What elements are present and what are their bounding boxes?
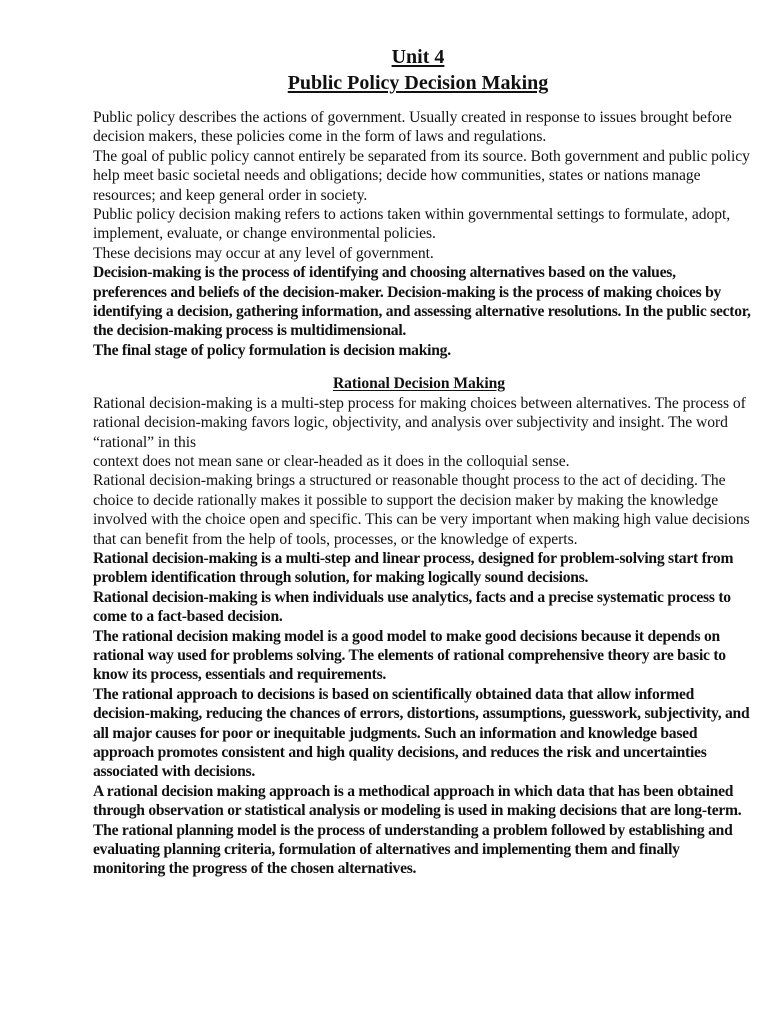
section-paragraph: A rational decision making approach is a methodical approach in which data that has been obtained through observation or statistical analysis or modeling is used in making decisions that are long-term.: [93, 782, 742, 820]
intro-paragraph: Decision-making is the process of identifying and choosing alternatives based on the values, preferences and beliefs of the decision-maker. Decision-making is the process of making choices by identifying a decision, gathering information, and assessing alternative resolutions. In the public sector, the decision-making process is multidimensional.: [93, 264, 751, 340]
document-header: [0, 44, 768, 96]
section-paragraph: Rational decision-making is a multi-step and linear process, designed for problem-solving start from problem identification through solution, for making logically sound decisions.: [93, 549, 734, 587]
section-paragraph: The rational planning model is the process of understanding a problem followed by establishing and evaluating planning criteria, formulation of alternatives and implementing them and finally monitoring the progress of the chosen alternatives.: [93, 821, 733, 878]
intro-paragraph: The goal of public policy cannot entirely be separated from its source. Both government and public policy help meet basic societal needs and obligations; decide how communities, states or nations manage resources; and keep general order in society.: [93, 147, 750, 204]
section-heading: Rational Decision Making: [332, 375, 506, 393]
section-paragraph: context does not mean sane or clear-headed as it does in the colloquial sense.: [93, 452, 570, 470]
unit-label: Unit 4: [391, 46, 445, 68]
intro-paragraph: These decisions may occur at any level of government.: [93, 244, 434, 262]
intro-paragraph: The final stage of policy formulation is decision making.: [93, 341, 451, 359]
document-title: Public Policy Decision Making: [287, 72, 549, 94]
section-paragraph: Rational decision-making is a multi-step process for making choices between alternatives. The process of rational decision-making favors logic, objectivity, and analysis over subjectivity and insight. The word “rational” in this: [93, 394, 746, 451]
section-paragraph: Rational decision-making is when individuals use analytics, facts and a precise systematic process to come to a fact-based decision.: [93, 588, 731, 626]
section-paragraph: The rational approach to decisions is based on scientifically obtained data that allow informed decision-making, reducing the chances of errors, distortions, assumptions, guesswork, subjectivity, and all major causes for poor or inequitable judgments. Such an information and knowledge based approach promotes consistent and high quality decisions, and reduces the risk and uncertainties associated with decisions.: [93, 685, 750, 781]
intro-paragraph: Public policy decision making refers to actions taken within governmental settings to formulate, adopt, implement, evaluate, or change environmental policies.: [93, 206, 731, 243]
section-paragraph: Rational decision-making brings a structured or reasonable thought process to the act of deciding. The choice to decide rationally makes it possible to support the decision maker by making the knowledge involved with the choice open and specific. This can be very important when making high value decisions that can benefit from the help of tools, processes, or the knowledge of experts.: [93, 472, 750, 548]
intro-paragraph: Public policy describes the actions of government. Usually created in response to issues brought before decision makers, these policies come in the form of laws and regulations.: [93, 109, 732, 146]
section-paragraph: The rational decision making model is a good model to make good decisions because it depends on rational way used for problems solving. The elements of rational comprehensive theory are basic to know its process, essentials and requirements.: [93, 627, 726, 684]
document-body: [93, 108, 753, 879]
